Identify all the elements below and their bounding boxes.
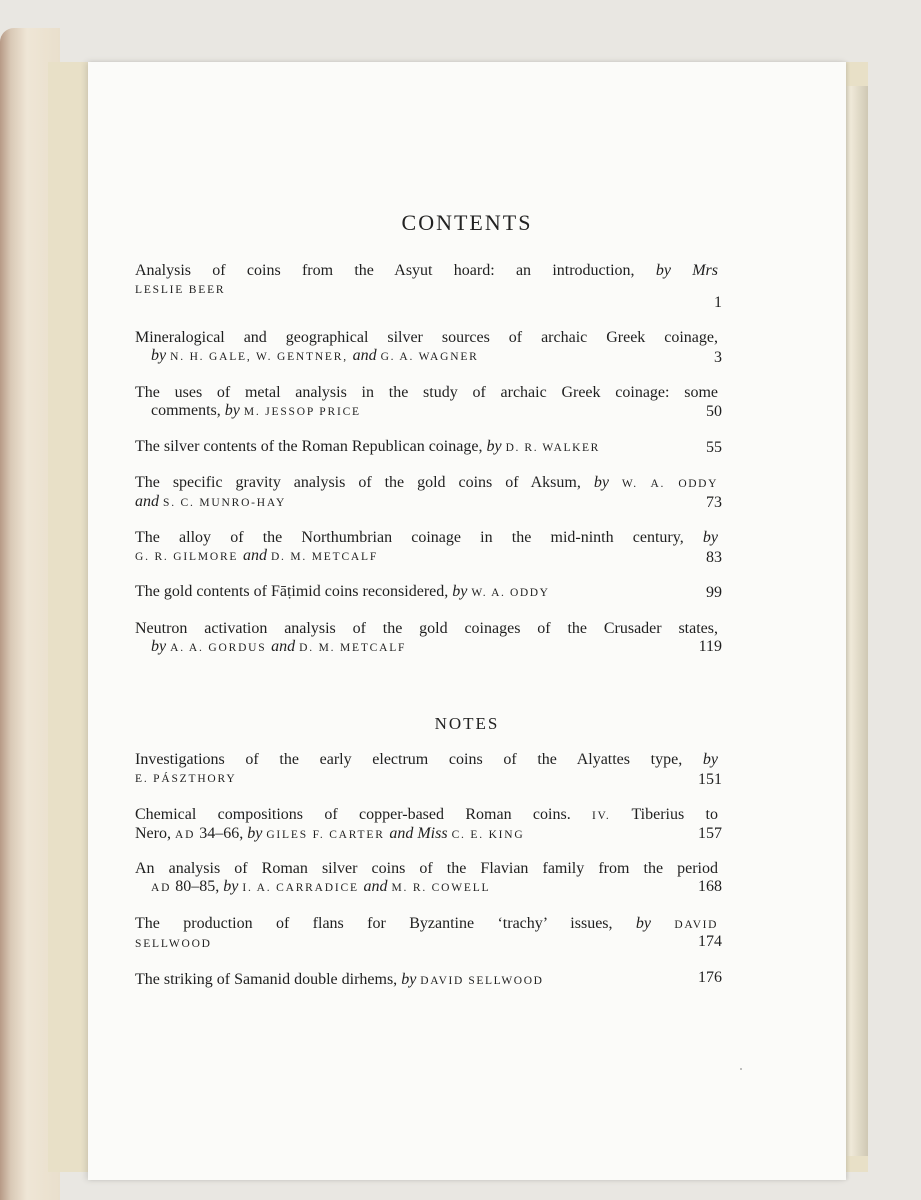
author-names: E. PÁSZTHORY: [135, 773, 237, 785]
page-number: 73: [706, 494, 722, 511]
contents-entry: The uses of metal analysis in the study of archaic Greek coinage: some comments, by M. JESSOP PRICE: [135, 384, 718, 419]
author-names: SELLWOOD: [135, 938, 212, 950]
notes-entry: An analysis of Roman silver coins of the Flavian family from the period AD 80–85, by I. A. CARRADICE and M. R. COWELL: [135, 860, 718, 895]
page-number: 3: [714, 349, 722, 366]
book-page: [88, 62, 846, 1180]
author-names: A. A. GORDUS: [170, 642, 272, 654]
page-number: 157: [698, 825, 722, 842]
notes-entry: Chemical compositions of copper-based Roman coins. IV. Tiberius to Nero, AD 34–66, by GILES F. CARTER and Miss C. E. KING: [135, 806, 718, 842]
contents-heading: CONTENTS: [401, 210, 533, 235]
page-number: 151: [698, 771, 722, 788]
author-names: S. C. MUNRO-HAY: [163, 497, 287, 509]
author-names: I. A. CARRADICE: [242, 882, 364, 894]
notes-heading: NOTES: [434, 714, 500, 733]
page-number: 1: [714, 294, 722, 311]
page-number: 176: [698, 969, 722, 986]
author-names: DAVID: [674, 919, 718, 931]
paper-speck: [740, 1068, 742, 1070]
author-names: C. E. KING: [451, 829, 525, 841]
author-names: M. JESSOP PRICE: [243, 406, 361, 418]
contents-entry: The specific gravity analysis of the gold coins of Aksum, by W. A. ODDY and S. C. MUNRO-HAY: [135, 474, 718, 510]
notes-entry: The striking of Samanid double dirhems, by DAVID SELLWOOD: [135, 971, 544, 988]
page-number: 99: [706, 584, 722, 601]
author-names: GILES F. CARTER: [266, 829, 390, 841]
contents-entry: Analysis of coins from the Asyut hoard: an introduction, by Mrs LESLIE BEER: [135, 262, 718, 296]
contents-entry: Mineralogical and geographical silver sources of archaic Greek coinage, by N. H. GALE, W. GENTNER, and G. A. WAGNER: [135, 329, 718, 364]
page-number: 50: [706, 403, 722, 420]
contents-entry: Neutron activation analysis of the gold coinages of the Crusader states, by A. A. GORDUS and D. M. METCALF: [135, 620, 718, 655]
contents-entry: The silver contents of the Roman Republican coinage, by D. R. WALKER: [135, 438, 600, 455]
author-names: LESLIE BEER: [135, 284, 226, 296]
author-names: G. R. GILMORE: [135, 551, 243, 563]
author-names: DAVID SELLWOOD: [420, 975, 544, 987]
author-names: W. A. ODDY: [471, 587, 550, 599]
contents-entry: The alloy of the Northumbrian coinage in the mid-ninth century, by G. R. GILMORE and D. M. METCALF: [135, 529, 718, 564]
contents-entry: The gold contents of Fāṭimid coins reconsidered, by W. A. ODDY: [135, 583, 550, 600]
page-number: 119: [698, 638, 722, 655]
author-names: D. M. METCALF: [299, 642, 407, 654]
page-number: 168: [698, 878, 722, 895]
author-names: D. M. METCALF: [270, 551, 379, 563]
author-names: M. R. COWELL: [391, 882, 491, 894]
notes-entry: Investigations of the early electrum coins of the Alyattes type, by E. PÁSZTHORY: [135, 751, 718, 785]
author-names: G. A. WAGNER: [380, 351, 479, 363]
page-number: 55: [706, 439, 722, 456]
author-names: N. H. GALE, W. GENTNER,: [170, 351, 353, 363]
notes-entry: The production of flans for Byzantine ‘trachy’ issues, by DAVID SELLWOOD: [135, 915, 718, 950]
author-names: W. A. ODDY: [621, 478, 718, 490]
page-number: 83: [706, 549, 722, 566]
page-number: 174: [698, 933, 722, 950]
author-names: D. R. WALKER: [505, 442, 600, 454]
